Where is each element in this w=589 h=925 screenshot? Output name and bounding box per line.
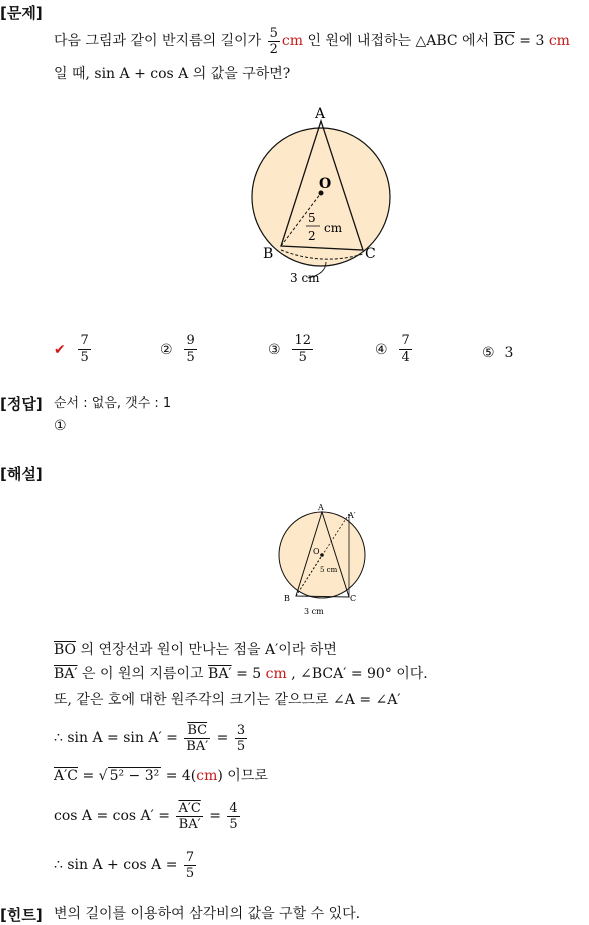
- exp-eq-3: =: [209, 808, 221, 824]
- exp-post: ) 이므로: [217, 768, 268, 784]
- label-b: B: [263, 246, 274, 262]
- segment-ac: A′C: [54, 768, 79, 784]
- problem-line-1: [54, 22, 570, 60]
- exp-line-4: [54, 716, 249, 760]
- exp-line-1: [54, 640, 337, 660]
- exp-line-6: [54, 794, 242, 838]
- label-a: A: [315, 106, 326, 122]
- fig2-label-a: A: [318, 503, 324, 512]
- eq-3: = 3: [519, 33, 545, 49]
- exp-text-1: 의 연장선과 원이 만나는 점을 A′이라 하면: [80, 642, 337, 658]
- exp-sqrt: 5² − 3²: [109, 768, 160, 784]
- exp-res: = 4(: [165, 768, 197, 784]
- exp-line-5: A′C = √ 5² − 3² = 4(cm) 이므로: [54, 768, 268, 784]
- exp-eq-2: =: [82, 768, 95, 784]
- radius-fraction: $\frac{5}{2}$: [269, 25, 278, 57]
- radius-den: 2: [308, 229, 316, 243]
- exp-text-2: 은 이 원의 지름이고: [82, 666, 204, 682]
- exp-sum: ∴ sin A + cos A =: [54, 857, 178, 873]
- exp-angle: , ∠BCA′ = 90° 이다.: [291, 666, 428, 682]
- radius-unit: cm: [324, 221, 343, 235]
- answer-value: ①: [54, 418, 67, 434]
- fig2-label-o: O: [313, 547, 320, 556]
- unit-cm-2: cm: [548, 33, 570, 49]
- fig2-label-c: C: [350, 594, 357, 603]
- radius-num: 5: [308, 211, 316, 225]
- exp-line-2: [54, 664, 428, 684]
- choice-2[interactable]: ② $\frac{9}{5}$: [160, 333, 195, 365]
- exp-frac-bc-ba: $\frac{\overline{BC}}{BA'}$: [186, 722, 209, 754]
- check-icon: ✔: [54, 341, 66, 358]
- circled-5-icon: ⑤: [482, 345, 495, 361]
- hint-text: 변의 길이를 이용하여 삼각비의 값을 구할 수 있다.: [54, 906, 361, 922]
- choice-3[interactable]: ③ $\frac{12}{5}$: [268, 333, 311, 365]
- fig2-r-label: 5 cm: [320, 566, 338, 574]
- segment-bo: $\overline{BO}$: [54, 642, 77, 658]
- unit-cm: cm: [281, 33, 303, 49]
- label-c: C: [365, 246, 376, 262]
- explanation-label: [해설]: [0, 465, 43, 483]
- exp-line-7: [54, 843, 198, 887]
- segment-bc: $\overline{BC}$: [493, 33, 515, 49]
- problem-label: [문제]: [0, 4, 43, 22]
- exp-frac-ac-ba: $\frac{A'C}{BA'}$: [178, 800, 201, 832]
- segment-ba-2: BA′: [208, 666, 232, 682]
- choice-1[interactable]: ✔ $\frac{7}{5}$: [54, 333, 89, 365]
- exp-frac-4-5: $\frac{4}{5}$: [229, 800, 238, 832]
- choice-5[interactable]: [482, 333, 513, 373]
- exp-eq: =: [216, 730, 229, 746]
- choice-5-value: 3: [504, 345, 514, 361]
- problem-text-mid: 인 원에 내접하는 △ABC 에서: [307, 33, 490, 49]
- problem-line-2: 일 때, sin A + cos A 의 값을 구하면?: [54, 66, 291, 82]
- exp-unit-2: cm: [196, 768, 218, 784]
- diameter-figure: [276, 500, 376, 620]
- exp-frac-7-5: $\frac{7}{5}$: [185, 849, 195, 881]
- exp-sin: ∴ sin A = sin A′ =: [54, 730, 178, 746]
- circled-2-icon: ②: [160, 341, 173, 358]
- triangle-circle-figure: [240, 100, 410, 290]
- choice-4[interactable]: ④ $\frac{7}{4}$: [375, 333, 410, 365]
- segment-ba: BA′: [54, 666, 78, 682]
- answer-label: [정답]: [0, 395, 43, 413]
- exp-unit: cm: [265, 666, 287, 682]
- exp-eq-5: = 5: [236, 666, 262, 682]
- label-o: O: [319, 176, 332, 192]
- exp-cos: cos A = cos A′ =: [54, 808, 171, 824]
- answer-meta: 순서 : 없음, 갯수 : 1: [54, 396, 172, 411]
- problem-text: 다음 그림과 같이 반지름의 길이가: [54, 33, 262, 49]
- fig2-label-b: B: [284, 594, 290, 603]
- circled-3-icon: ③: [268, 341, 281, 358]
- exp-line-3: 또, 같은 호에 대한 원주각의 크기는 같으므로 ∠A = ∠A′: [54, 692, 401, 708]
- fig2-bc-label: 3 cm: [304, 607, 324, 616]
- fig2-label-a2: A′: [348, 511, 356, 520]
- bc-length-label: 3 cm: [290, 271, 320, 285]
- hint-label: [힌트]: [0, 906, 43, 924]
- exp-frac-3-5: $\frac{3}{5}$: [236, 722, 246, 754]
- circled-4-icon: ④: [375, 341, 388, 358]
